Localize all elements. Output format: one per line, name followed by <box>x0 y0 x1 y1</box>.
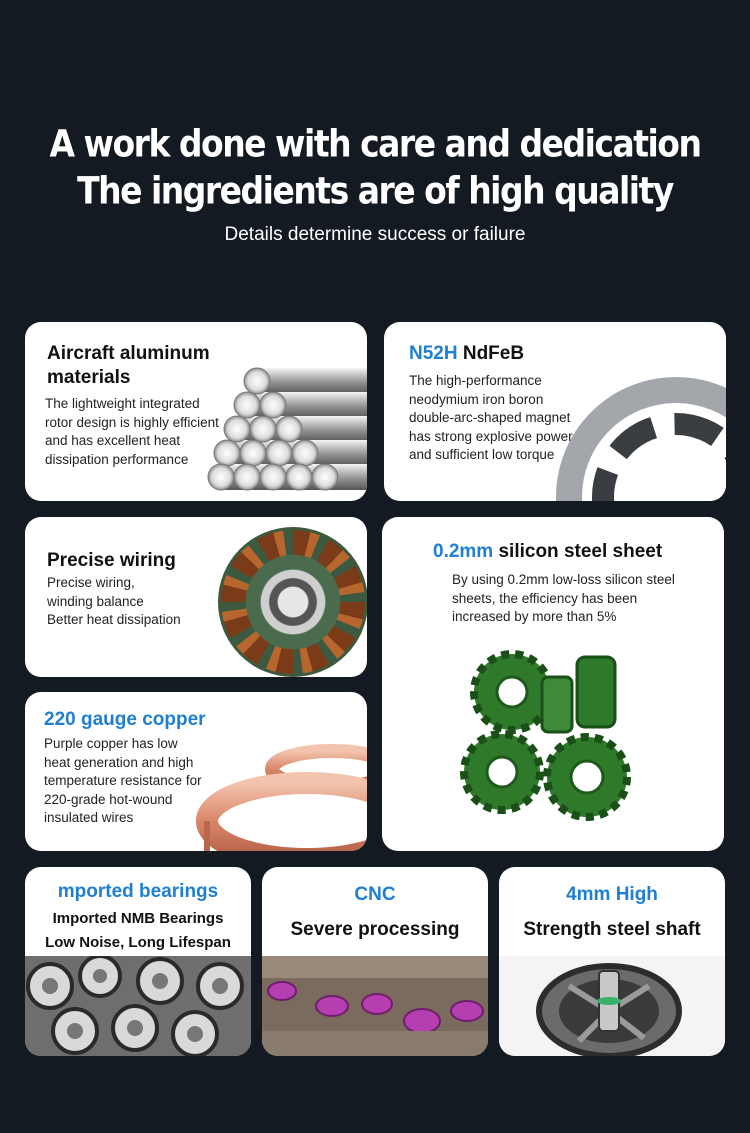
body-line: and has excellent heat <box>45 433 181 448</box>
hero-subtitle: Details determine success or failure <box>224 224 526 245</box>
card-magnet-body <box>409 372 609 465</box>
card-aluminum-title: Aircraft aluminum materials <box>47 343 210 388</box>
card-silicon-title-rest: silicon steel sheet <box>493 541 663 562</box>
body-line: sheets, the efficiency has been <box>452 590 638 606</box>
body-line: neodymium iron boron <box>409 391 544 407</box>
body-line: insulated wires <box>44 810 134 825</box>
hero-title-line2: The ingredients are of high quality <box>77 168 673 213</box>
card-shaft-line1: Strength steel shaft <box>523 919 701 940</box>
body-line: Purple copper has low <box>44 736 178 751</box>
card-shaft <box>499 867 725 1056</box>
cnc-image <box>262 956 488 1056</box>
card-magnet-title-rest: NdFeB <box>457 343 525 364</box>
body-line: rotor design is highly efficient <box>45 414 219 430</box>
card-silicon-body <box>452 571 712 627</box>
body-line: By using 0.2mm low-loss silicon steel <box>452 572 675 587</box>
card-wiring-body <box>47 574 227 630</box>
card-bearings-line1: Imported NMB Bearings <box>52 910 224 927</box>
body-line: temperature resistance for <box>44 773 202 788</box>
body-line: The high-performance <box>409 373 542 388</box>
card-copper-body <box>44 735 234 828</box>
card-cnc-line1: Severe processing <box>290 919 460 940</box>
card-bearings-title: mported bearings <box>57 881 219 902</box>
motor-shaft-image <box>499 956 725 1056</box>
silicon-steel-stacks-image <box>457 647 647 827</box>
body-line: dissipation performance <box>45 451 189 467</box>
card-copper-title: 220 gauge copper <box>44 709 206 730</box>
card-silicon-title <box>433 540 662 564</box>
body-line: The lightweight integrated <box>45 396 200 411</box>
card-shaft-title: 4mm High <box>566 884 658 905</box>
body-line: 220-grade hot-wound <box>44 791 173 807</box>
bearings-image <box>25 956 251 1056</box>
card-wiring <box>25 517 367 677</box>
body-line: has strong explosive power <box>409 428 573 444</box>
card-copper <box>25 692 367 851</box>
body-line: Precise wiring, <box>47 575 135 590</box>
body-line: winding balance <box>47 593 144 609</box>
card-cnc-title: CNC <box>354 884 396 905</box>
card-aluminum <box>25 322 367 501</box>
hero-title-line1: A work done with care and dedication <box>49 121 701 166</box>
body-line: Better heat dissipation <box>47 612 181 627</box>
card-magnet <box>384 322 726 501</box>
card-magnet-title <box>409 342 524 366</box>
body-line: double-arc-shaped magnet <box>409 410 571 425</box>
card-wiring-title: Precise wiring <box>47 550 176 571</box>
card-silicon <box>382 517 724 851</box>
card-silicon-title-highlight: 0.2mm <box>433 541 494 562</box>
wound-stator-image <box>218 527 367 677</box>
card-cnc <box>262 867 488 1056</box>
body-line: increased by more than 5% <box>452 609 617 624</box>
hero-section <box>0 0 750 300</box>
body-line: and sufficient low torque <box>409 447 555 462</box>
card-bearings <box>25 867 251 1056</box>
card-aluminum-body <box>45 395 245 469</box>
card-magnet-title-highlight: N52H <box>409 343 458 364</box>
body-line: heat generation and high <box>44 754 194 770</box>
card-bearings-line2: Low Noise, Long Lifespan <box>45 934 231 951</box>
